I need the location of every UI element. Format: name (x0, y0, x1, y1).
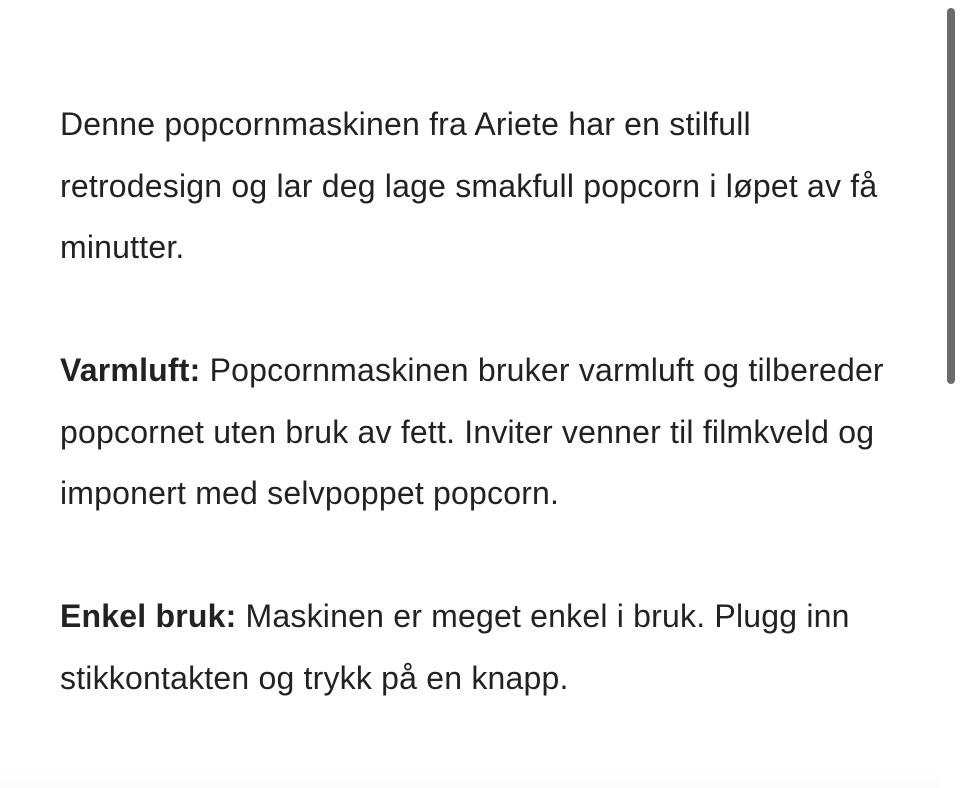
feature-paragraph-varmluft (60, 340, 910, 525)
feature-text: Popcornmaskinen bruker varmluft og tilbereder popcornet uten bruk av fett. Inviter venner til filmkveld og imponert med selvpoppet popcorn. (60, 352, 884, 511)
intro-paragraph: Denne popcornmaskinen fra Ariete har en stilfull retrodesign og lar deg lage smakfull popcorn i løpet av få minutter. (60, 106, 878, 265)
feature-paragraph-enkel-bruk (60, 586, 910, 709)
scrollbar-thumb[interactable] (947, 8, 955, 384)
feature-label: Varmluft: (60, 352, 201, 388)
feature-text: Maskinen er meget enkel i bruk. Plugg inn stikkontakten og trykk på en knapp. (60, 598, 850, 696)
feature-label: Enkel bruk: (60, 598, 237, 634)
vertical-scrollbar[interactable] (942, 0, 960, 788)
product-description (60, 94, 910, 709)
bottom-fade (0, 768, 940, 788)
